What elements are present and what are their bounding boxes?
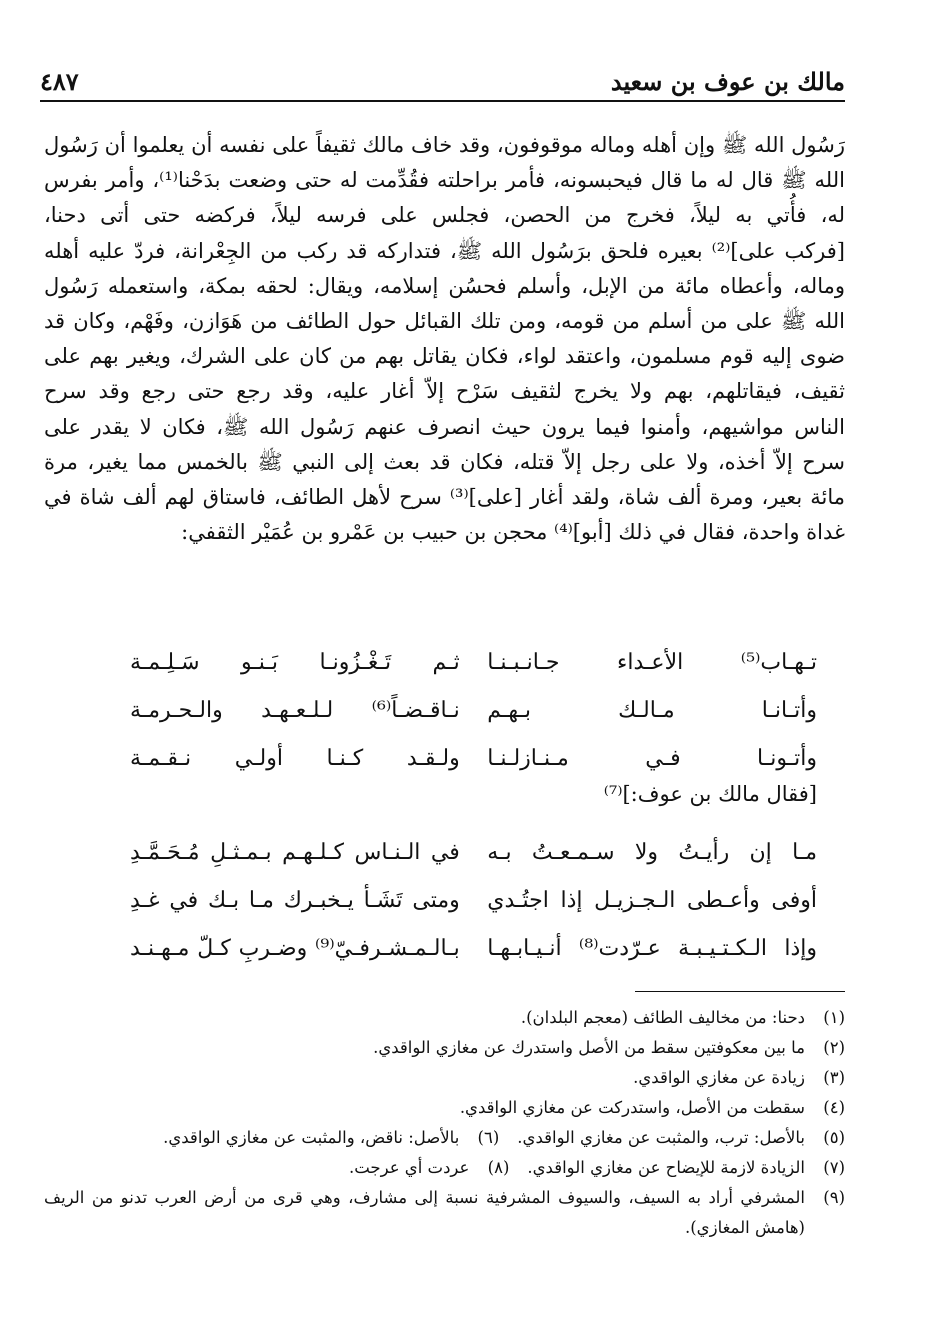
page-number: ٤٨٧	[40, 67, 79, 96]
verse-first-hemistich: وإذا الـكـتـيـبـة عـرّدت⁽⁸⁾ أنـيـابـهـا	[487, 935, 817, 961]
body-line: ثقيف، فيقاتلهم، بهم ولا يخرج لثقيف سَرْح إلاّ أغار عليه، وقد رجع حتى رجع وقد سرح	[44, 379, 845, 404]
verse-second-hemistich: ولـقـد كـنـا أولـي نـقـمـة	[130, 745, 460, 771]
footnote-number: (٨)	[487, 1158, 510, 1177]
footnote-pair	[44, 1123, 845, 1153]
body-line: سرح إلاّ أخذه، ولا على رجل إلاّ قتله، فكان قد بعث إلى النبي ﷺ بالخمس مما يغير، مرة	[44, 449, 845, 474]
verse-first-hemistich: تـهـاب⁽⁵⁾ الأعـداء جـانـبـنـا	[487, 649, 817, 675]
poem-abi-mihjan	[130, 638, 817, 782]
footnote	[349, 1153, 509, 1183]
body-line: الله ﷺ قال له ما قال فيحبسونه، فأمر براحلته فقُدِّمت له حتى وضعت بدَحْنا⁽¹⁾، وأمر بفرس	[44, 168, 845, 193]
footnote-number: (١)	[823, 1008, 845, 1027]
footnote	[44, 1003, 845, 1033]
footnote-text: بالأصل: ناقض، والمثبت عن مغازي الواقدي.	[163, 1128, 460, 1147]
verse-second-hemistich: بـالـمـشـرفـيّ⁽⁹⁾ وضـربِ كـلّ مـهـنـد	[130, 935, 460, 961]
body-line: غداة واحدة، فقال في ذلك [أبو]⁽⁴⁾ محجن بن حبيب بن عَمْرو بن عُمَيْر الثقفي:	[181, 520, 845, 545]
body-line: ضوى إليه قوم مسلمون، واعتقد لواء، فكان يقاتل بهم من كان على الشرك، ويغير بهم على	[44, 344, 845, 369]
verse-first-hemistich: وأتـانـا مـالـك بـهـم	[487, 697, 817, 723]
verse	[130, 686, 817, 734]
footnote-text: عردت أي عرجت.	[348, 1158, 470, 1177]
verse	[130, 876, 817, 924]
footnote-text: ما بين معكوفتين سقط من الأصل واستدرك عن مغازي الواقدي.	[373, 1038, 805, 1057]
verse-second-hemistich: نـاقـضـاً⁽⁶⁾ لـلـعـهـد والـحـرمـة	[130, 697, 460, 723]
footnote-pair	[44, 1153, 845, 1183]
verse	[130, 828, 817, 876]
footnote-text: بالأصل: ترب، والمثبت عن مغازي الواقدي.	[517, 1128, 805, 1147]
footnote-text: المشرفي أراد به السيف، والسيوف المشرفية نسبة إلى مشارف، وهي قرى من أرض العرب تدنو من الريف (هامش المغازي).	[44, 1188, 805, 1237]
verse-first-hemistich: أوفى وأعـطى الـجـزيـل إذا اجتُـدي	[487, 887, 817, 913]
footnote-number: (٦)	[477, 1128, 500, 1147]
footnote-number: (٢)	[823, 1038, 845, 1057]
poem-malik-ibn-awf	[130, 828, 817, 972]
body-line: له، فأُتي به ليلاً، فخرج من الحصن، فجلس على فرسه ليلاً، فركضه حتى أتى دحنا،	[44, 203, 845, 228]
footnote	[44, 1033, 845, 1063]
footnote-text: زيادة عن مغازي الواقدي.	[633, 1068, 805, 1087]
footnote-number: (٣)	[823, 1068, 845, 1087]
running-head	[40, 56, 845, 96]
body-line: الله ﷺ على من أسلم من قومه، ومن تلك القبائل حول الطائف من هَوَازن، وفَهْم، وكان قد	[44, 309, 845, 334]
footnote	[44, 1183, 845, 1243]
footnote	[44, 1093, 845, 1123]
verse	[130, 638, 817, 686]
verse-second-hemistich: في الـنـاس كـلـهـم بـمـثـلِ مُـحَـمَّـدِ	[130, 839, 460, 865]
body-line: رَسُول الله ﷺ وإن أهله وماله موقوفون، وقد خاف مالك ثقيفاً على نفسه أن يعلموا أن رَسُول	[44, 133, 845, 157]
footnote-text: الزيادة لازمة للإيضاح عن مغازي الواقدي.	[527, 1158, 805, 1177]
verse-second-hemistich: ثـم تَـغْـزُونـا بَـنـو سَـلِـمـة	[130, 649, 460, 675]
verse-first-hemistich: مـا إن رأيـتُ ولا سـمـعـتُ بـه	[487, 839, 817, 865]
footnote-divider	[635, 991, 845, 992]
body-line: مائة بعير، ومرة ألف شاة، ولقد أغار [على]⁽³⁾ سرح لأهل الطائف، فاستاق لهم ألف شاة في	[44, 485, 845, 510]
poem-intro: [فقال مالك بن عوف:]⁽⁷⁾	[603, 782, 817, 806]
verse-second-hemistich: ومتى تَشَـأ يـخبـرك مـا بـك في غـدِ	[130, 887, 460, 913]
footnote	[163, 1123, 499, 1153]
footnotes	[44, 1003, 845, 1243]
body-line: الناس مواشيهم، وأمنوا فيما يرون حيث انصرف عنهم رَسُول الله ﷺ، فكان لا يقدر على	[44, 414, 845, 439]
footnote-number: (٤)	[823, 1098, 845, 1117]
footnote	[527, 1153, 845, 1183]
verse-first-hemistich: وأتـونـا فـي مـنـازلـنـا	[487, 745, 817, 771]
verse	[130, 734, 817, 782]
chapter-title: مالك بن عوف بن سعيد	[610, 67, 845, 96]
body-line: [فركب على]⁽²⁾ بعيره فلحق برَسُول الله ﷺ، فتداركه قد ركب من الجِعْرانة، فردّ عليه أهله	[44, 238, 845, 263]
footnote-text: دحنا: من مخاليف الطائف (معجم البلدان).	[520, 1008, 805, 1027]
footnote	[44, 1063, 845, 1093]
verse	[130, 924, 817, 972]
header-divider	[40, 100, 845, 102]
body-paragraph	[44, 128, 845, 550]
body-line: وماله، وأعطاه مائة من الإبل، وأسلم فحسُن إسلامه، ويقال: لحقه بمكة، واستعمله رَسُول	[44, 273, 845, 298]
footnote	[517, 1123, 845, 1153]
footnote-number: (٧)	[823, 1158, 845, 1177]
footnote-number: (٥)	[823, 1128, 845, 1147]
footnote-number: (٩)	[823, 1188, 845, 1207]
footnote-text: سقطت من الأصل، واستدركت عن مغازي الواقدي.	[459, 1098, 805, 1117]
